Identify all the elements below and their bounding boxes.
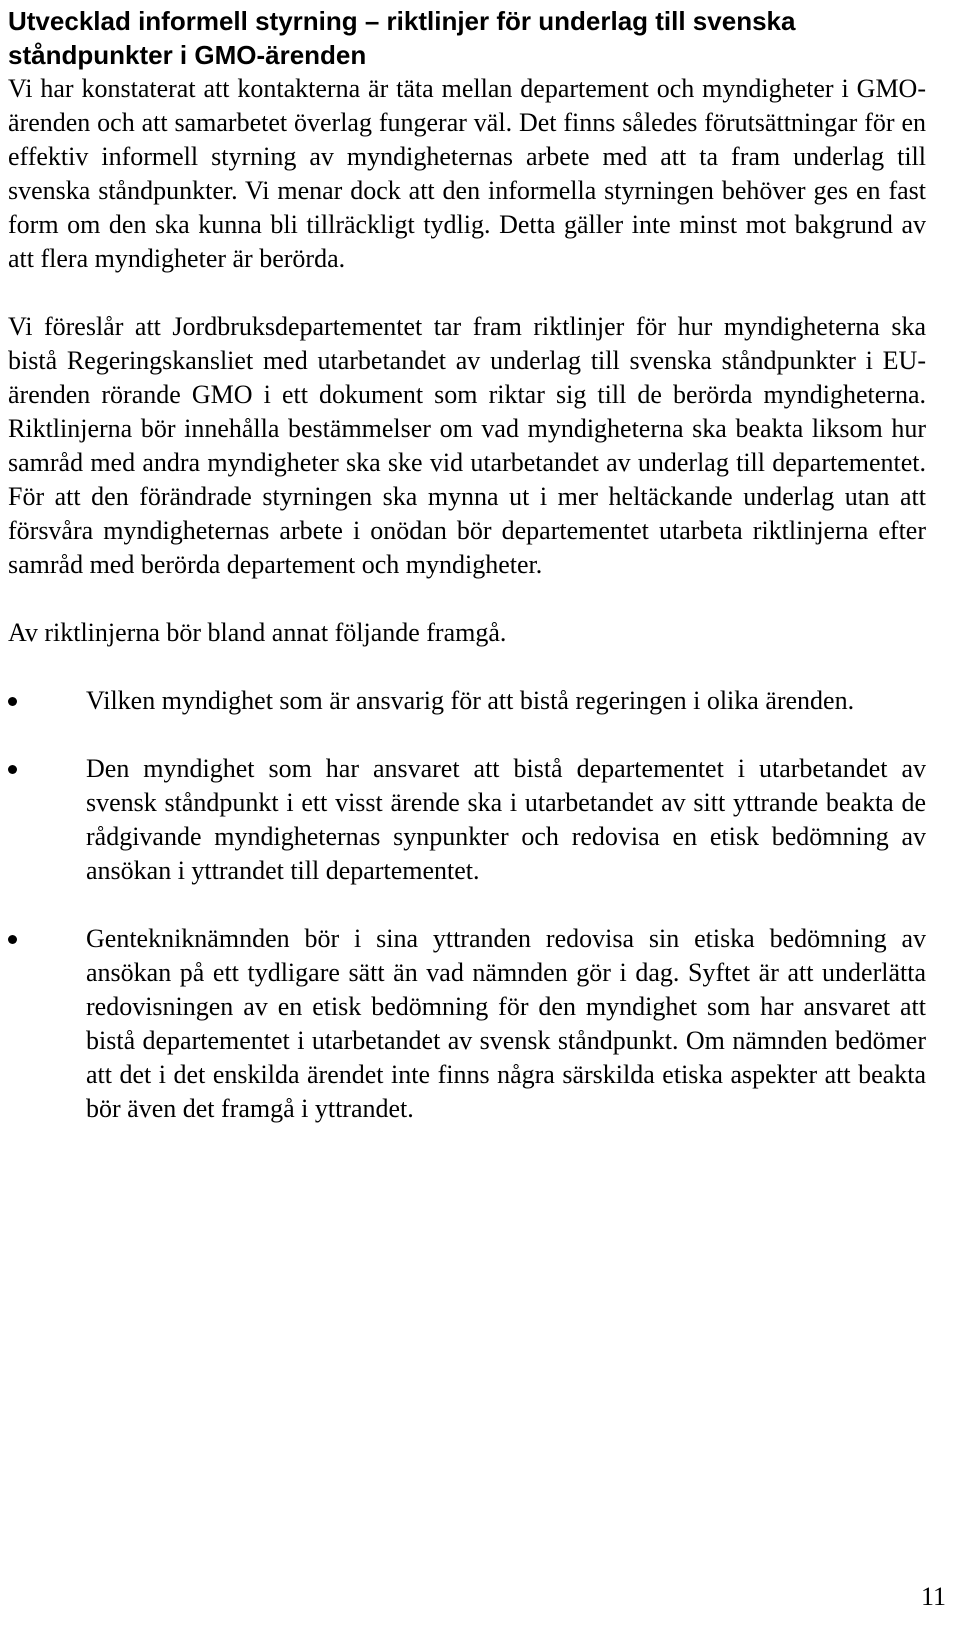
page-number: 11 [920,1582,946,1611]
document-page [8,0,926,1160]
paragraph-2: Vi föreslår att Jordbruksdepartementet tar fram riktlinjer för hur myndigheterna ska bistå Regeringskansliet med utarbetandet av underlag till svenska ståndpunkter i EU-ärenden rörande GMO i ett dokument som riktar sig till de berörda myndigheterna. Riktlinjerna bör innehålla bestämmelser om vad myndigheterna ska beakta liksom hur samråd med andra myndigheter ska ske vid utarbetandet av underlag till departementet. För att den förändrade styrningen ska mynna ut i mer heltäckande underlag utan att försvåra myndigheternas arbete i onödan bör departementet utarbeta riktlinjerna efter samråd med berörda departement och myndigheter. [8,312,926,579]
list-item-text: Gentekniknämnden bör i sina yttranden redovisa sin etiska bedömning av ansökan på ett tydligare sätt än vad nämnden gör i dag. Syftet är att underlätta redovisningen av en etisk bedömning för den myndighet som har ansvaret att bistå departementet i utarbetandet av svensk ståndpunkt. Om nämnden bedömer att det i det enskilda ärendet inte finns några särskilda etiska aspekter att beakta bör även det framgå i yttrandet. [86,924,926,1123]
bullet-icon [8,765,17,774]
bullet-icon [8,697,17,706]
section-heading: Utvecklad informell styrning – riktlinjer för underlag till svenska ståndpunkter i GMO-ärenden [8,6,796,70]
list-intro: Av riktlinjerna bör bland annat följande framgå. [8,618,507,647]
bullet-list [8,684,926,1126]
bullet-icon [8,935,17,944]
list-item [8,752,926,888]
list-item-text: Vilken myndighet som är ansvarig för att bistå regeringen i olika ärenden. [86,686,855,715]
paragraph-1: Vi har konstaterat att kontakterna är täta mellan departement och myndigheter i GMO-ärenden och att samarbetet överlag fungerar väl. Det finns således förutsättningar för en effektiv informell styrning av myndigheternas arbete med att ta fram underlag till svenska ståndpunkter. Vi menar dock att den informella styrningen behöver ges en fast form om den ska kunna bli tillräckligt tydlig. Detta gäller inte minst mot bakgrund av att flera myndigheter är berörda. [8,74,926,273]
list-item-text: Den myndighet som har ansvaret att bistå departementet i utarbetandet av svensk ståndpunkt i ett visst ärende ska i utarbetandet av sitt yttrande beakta de rådgivande myndigheternas synpunkter och redovisa en etisk bedömning av ansökan i yttrandet till departementet. [86,754,926,885]
list-item [8,922,926,1126]
list-item [8,684,926,718]
